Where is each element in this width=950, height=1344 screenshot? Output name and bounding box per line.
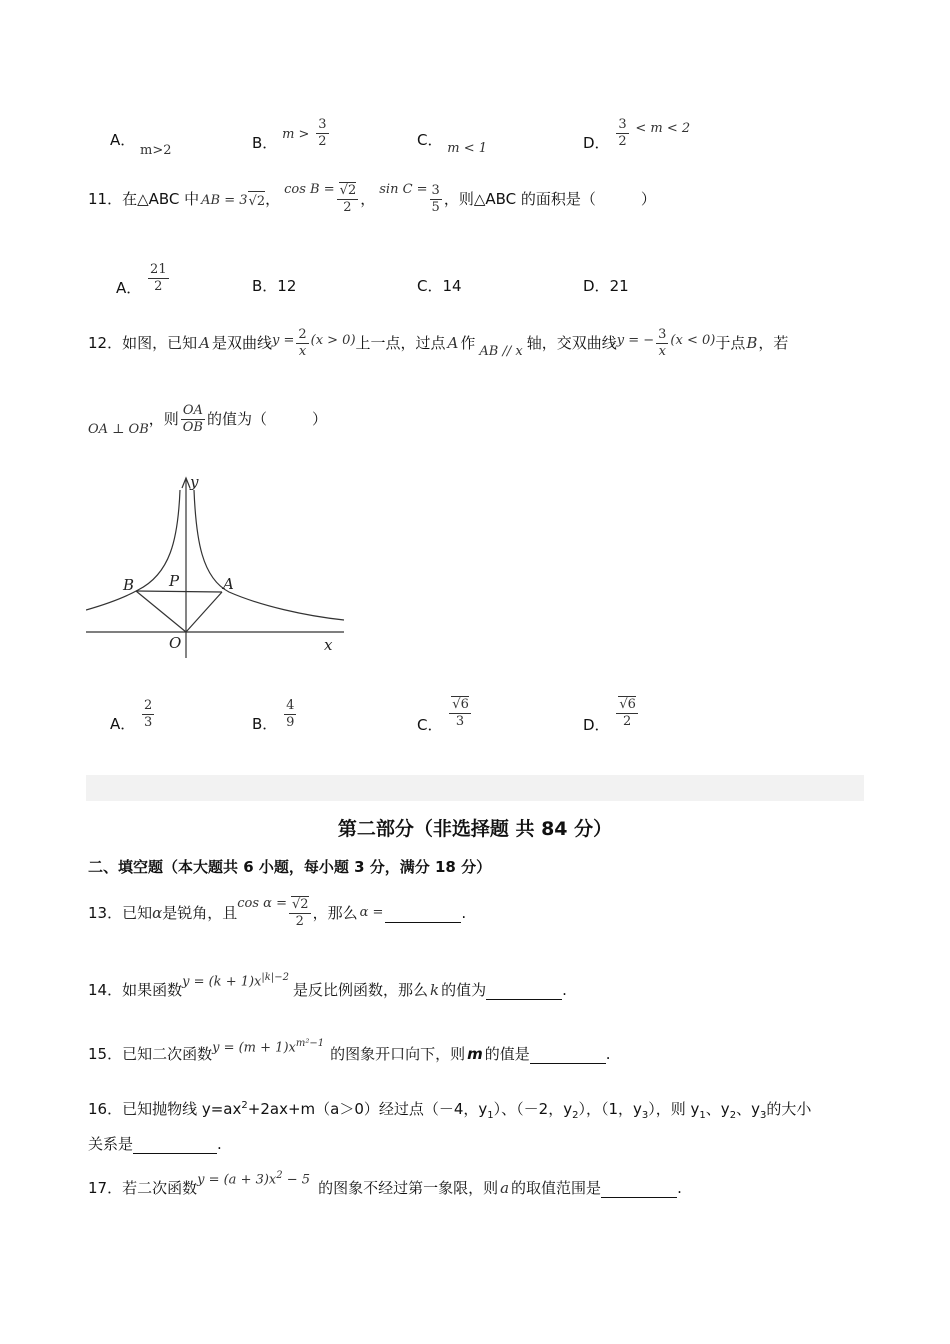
radicand: √ 2 <box>292 897 309 912</box>
math-m: m <box>467 1045 483 1063</box>
punct: . <box>562 981 567 999</box>
question-text: 的图象开口向下，则 <box>330 1045 466 1063</box>
subscript: 2 <box>572 1110 579 1121</box>
denominator: 9 <box>286 715 295 730</box>
question-text: 关系是 <box>88 1135 134 1153</box>
option-value: 21 <box>609 277 629 295</box>
q10-option-b <box>252 117 331 150</box>
question-17 <box>88 1168 682 1208</box>
math-perp: OA ⊥ OB <box>88 422 149 437</box>
q10-option-a <box>110 130 172 158</box>
label-b: B <box>123 576 135 594</box>
label-y: y <box>190 473 199 491</box>
numerator: 2 <box>298 326 307 342</box>
option-expr: m>2 <box>140 143 172 158</box>
sqrt <box>618 696 636 713</box>
denominator: 3 <box>455 714 465 729</box>
function-base: y = (a + 3)x <box>197 1172 277 1188</box>
segment-ab <box>136 591 222 592</box>
punct: ， <box>265 190 281 208</box>
exponent: |k|−2 <box>261 971 289 983</box>
question-text: ，那么 <box>312 904 358 922</box>
option-expr: m > <box>282 127 310 142</box>
question-15 <box>88 1036 611 1072</box>
question-text: 如图，已知 <box>122 334 198 352</box>
question-text: 的图象不经过第一象限，则 <box>318 1179 499 1197</box>
answer-blank[interactable] <box>530 1045 606 1064</box>
radicand: √ 6 <box>619 697 636 712</box>
denominator: 2 <box>154 279 163 294</box>
radicand: √ 2 <box>249 194 266 209</box>
part-two-title: 第二部分（非选择题 共 84 分） <box>337 818 613 840</box>
q11-option-c <box>417 276 462 296</box>
math-cos: cos B = <box>284 182 335 197</box>
condition: (x > 0) <box>310 333 356 348</box>
option-label: C． <box>417 131 443 149</box>
numerator: 3 <box>658 326 667 342</box>
segment-ob <box>136 591 186 632</box>
question-number: 12． <box>88 334 123 352</box>
option-label: D． <box>583 134 610 152</box>
question-text: ，则 <box>148 410 179 428</box>
question-text: 的取值范围是 <box>511 1179 602 1197</box>
question-text: 于点 <box>715 334 746 352</box>
math-y: y = <box>271 333 295 348</box>
denominator: x <box>298 343 307 359</box>
exponent: m²−1 <box>295 1037 325 1049</box>
question-16-line2 <box>88 1134 222 1154</box>
function-tail: − 5 <box>286 1172 311 1188</box>
fraction <box>289 896 311 930</box>
q10-option-c <box>417 130 488 156</box>
fraction <box>430 183 442 216</box>
denominator: 2 <box>622 714 632 729</box>
question-text: 的值是 <box>484 1045 530 1063</box>
option-label: D． <box>583 715 610 734</box>
question-12-line2 <box>88 396 327 442</box>
point-a: A <box>447 334 459 352</box>
option-label: A． <box>116 279 142 297</box>
q11-option-a <box>116 262 171 295</box>
question-text: 上一点，过点 <box>355 334 446 352</box>
question-text: 轴，交双曲线 <box>526 334 617 352</box>
option-label: C． <box>417 277 443 295</box>
segment-oa <box>186 592 222 632</box>
question-number: 17． <box>88 1179 123 1197</box>
subscript: 1 <box>699 1110 706 1121</box>
label-o: O <box>169 634 182 652</box>
question-text: ），则 y <box>648 1100 700 1118</box>
point-b: B <box>746 334 758 352</box>
math-y: y = − <box>616 333 655 348</box>
question-text: 如果函数 <box>122 981 183 999</box>
option-label: B． <box>252 715 278 733</box>
subscript: 3 <box>759 1110 767 1121</box>
option-value: 14 <box>442 277 462 295</box>
numerator: 3 <box>318 117 327 132</box>
answer-blank[interactable] <box>385 904 461 923</box>
question-16 <box>88 1096 811 1126</box>
denominator: OB <box>182 419 203 435</box>
punct: . <box>605 1045 611 1063</box>
denominator: 5 <box>431 199 440 215</box>
question-number: 16． <box>88 1100 123 1118</box>
fraction <box>148 262 169 295</box>
numerator <box>337 182 359 200</box>
denominator: 2 <box>295 914 304 929</box>
math-function <box>197 1166 310 1190</box>
function-base: y = (m + 1)x <box>212 1040 296 1056</box>
section-divider <box>86 775 864 801</box>
condition: (x < 0) <box>670 333 716 348</box>
answer-blank[interactable] <box>601 1179 677 1198</box>
question-number: 14． <box>88 981 123 999</box>
superscript: 2 <box>241 1100 248 1111</box>
numerator <box>449 696 471 714</box>
option-label: B． <box>252 277 278 295</box>
sqrt <box>339 182 357 199</box>
denominator: 3 <box>144 715 153 730</box>
option-label: B． <box>252 134 278 152</box>
subscript: 1 <box>487 1110 494 1121</box>
fraction <box>616 696 638 730</box>
question-text: 已知抛物线 y=ax <box>122 1100 242 1118</box>
numerator <box>616 696 638 714</box>
question-text: 的值为（ ） <box>206 410 327 428</box>
q10-option-d <box>583 117 690 150</box>
question-text: 已知二次函数 <box>122 1045 213 1063</box>
option-label: A． <box>110 131 136 149</box>
numerator: 21 <box>150 262 167 277</box>
fraction <box>181 403 205 436</box>
q12-option-d <box>583 696 640 734</box>
math-ab: AB = 3 <box>201 193 248 208</box>
denominator: 2 <box>618 134 627 149</box>
punct: . <box>217 1135 222 1153</box>
option-value: 12 <box>277 277 297 295</box>
question-number: 13． <box>88 904 123 922</box>
math-sin: sin C = <box>379 182 428 197</box>
question-text: ）、（－2，y <box>493 1100 573 1118</box>
q11-option-d <box>583 276 629 296</box>
exponent: 2 <box>276 1169 283 1181</box>
answer-blank[interactable] <box>133 1135 217 1154</box>
label-p: P <box>169 572 180 590</box>
numerator: 3 <box>618 117 627 132</box>
numerator: OA <box>181 403 205 420</box>
fraction <box>316 117 328 150</box>
fraction <box>616 117 628 150</box>
label-x: x <box>324 636 333 654</box>
option-label: D． <box>583 277 610 295</box>
option-label: A． <box>110 715 136 733</box>
numerator: 2 <box>144 698 153 713</box>
question-12 <box>88 320 788 366</box>
punct: ， <box>360 190 376 208</box>
fraction <box>337 182 359 216</box>
question-text: 是双曲线 <box>211 334 272 352</box>
question-text: 作 <box>460 334 476 352</box>
section-heading: 二、填空题（本大题共 6 小题，每小题 3 分，满分 18 分） <box>88 858 492 876</box>
subscript: 2 <box>729 1110 737 1121</box>
question-13 <box>88 890 466 936</box>
function-base: y = (k + 1)x <box>182 974 262 990</box>
question-text: 已知 <box>122 904 153 922</box>
sqrt <box>451 696 469 713</box>
q11-option-b <box>252 276 296 296</box>
fraction <box>656 327 668 360</box>
denominator: 2 <box>343 200 352 215</box>
question-text: ），（1，y <box>578 1100 642 1118</box>
question-text: 若二次函数 <box>122 1179 198 1197</box>
math-alpha-eq: α = <box>359 905 384 920</box>
fraction <box>296 327 308 360</box>
math-function <box>182 968 289 992</box>
radicand: √ 6 <box>452 697 469 712</box>
subscript: 3 <box>641 1110 649 1121</box>
question-text: 在△ABC 中 <box>122 190 200 208</box>
denominator: 2 <box>318 134 327 149</box>
point-a: A <box>199 334 210 352</box>
fraction <box>142 698 154 731</box>
radicand: √ 2 <box>340 183 357 198</box>
punct: . <box>677 1179 682 1197</box>
question-14 <box>88 972 567 1008</box>
question-text: 的大小 <box>766 1100 812 1118</box>
math-k: k <box>429 981 440 999</box>
question-text: ，若 <box>758 334 789 352</box>
math-a: a <box>500 1179 510 1197</box>
question-text: ，则△ABC 的面积是（ ） <box>443 190 656 208</box>
math-parallel: AB // x <box>479 344 523 359</box>
question-text: 、y <box>736 1100 760 1118</box>
question-text: 、y <box>705 1100 730 1118</box>
question-text: 的值为 <box>441 981 487 999</box>
q12-option-c <box>417 696 473 734</box>
q12-option-b <box>252 698 298 731</box>
question-text: 是反比例函数，那么 <box>292 981 428 999</box>
question-11 <box>88 177 656 221</box>
numerator <box>289 896 311 914</box>
q12-option-a <box>110 698 156 731</box>
option-expr: < m < 2 <box>635 121 691 136</box>
question-text: +2ax+m（a＞0）经过点（－4，y <box>247 1100 488 1118</box>
sqrt <box>291 896 309 913</box>
label-a: A <box>223 575 234 593</box>
question-number: 15． <box>88 1045 123 1063</box>
punct: . <box>461 904 467 922</box>
numerator: 4 <box>286 698 295 713</box>
math-cos: cos α = <box>237 896 287 911</box>
answer-blank[interactable] <box>486 981 562 1000</box>
sqrt <box>248 191 266 212</box>
numerator: 3 <box>431 182 440 198</box>
fraction <box>449 696 471 730</box>
hyperbola-figure <box>86 470 351 660</box>
denominator: x <box>658 343 666 359</box>
right-branch <box>194 490 344 620</box>
option-label: C． <box>417 715 443 734</box>
fraction <box>284 698 296 731</box>
math-alpha: α <box>152 904 163 922</box>
question-number: 11． <box>88 190 123 208</box>
question-text: 是锐角，且 <box>162 904 238 922</box>
option-expr: m < 1 <box>447 141 488 156</box>
math-function <box>212 1034 324 1058</box>
